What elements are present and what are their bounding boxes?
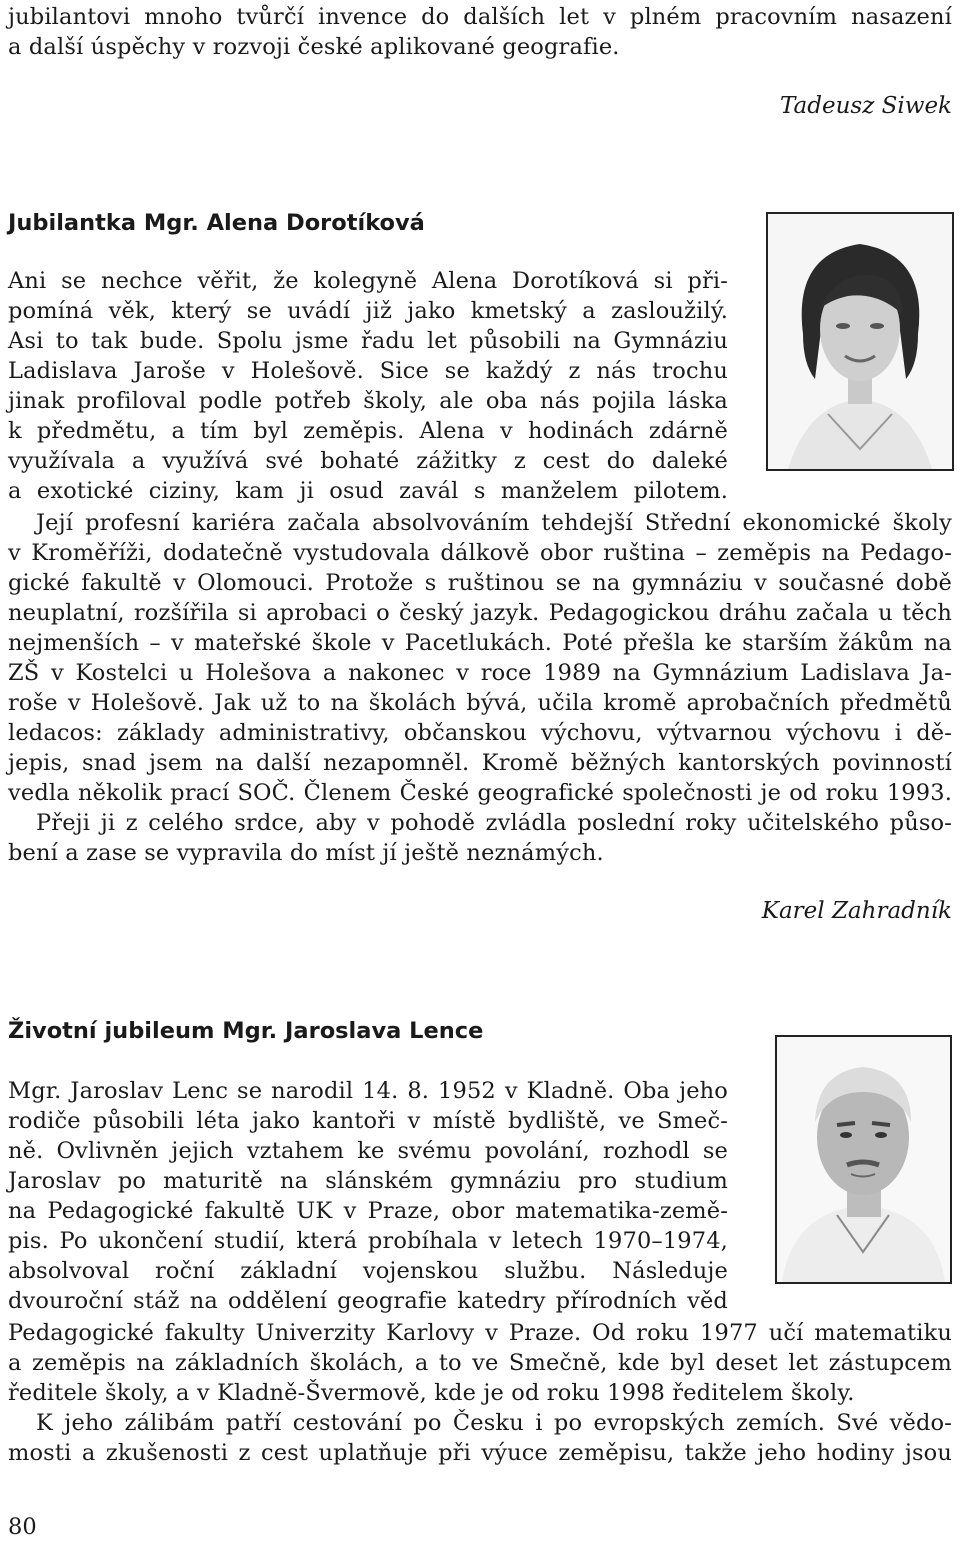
text-line: Její profesní kariéra začala absolvováním tehdejší Střední ekonomické školy [36,510,952,536]
text-line: Mgr. Jaroslav Lenc se narodil 14. 8. 1952 v Kladně. Oba jeho [8,1078,728,1104]
text-line: K jeho zálibám patří cestování po Česku i po evropských zemích. Své vědo- [36,1410,952,1436]
page-number: 80 [8,1514,37,1540]
text-line: ně. Ovlivněn jejich vztahem ke svému povolání, rozhodl se [8,1138,728,1164]
text-line: neuplatní, rozšířila si aprobaci o český jazyk. Pedagogickou dráhu začala u těch [8,600,952,626]
text-line: Přeji ji z celého srdce, aby v pohodě zvládla poslední roky učitelského půso- [36,810,952,836]
text-line: na Pedagogické fakultě UK v Praze, obor matematika-země- [8,1198,728,1224]
portrait-woman [766,212,954,471]
text-line: dvouroční stáž na oddělení geografie katedry přírodních věd [8,1288,728,1314]
text-line: pis. Po ukončení studií, která probíhala v letech 1970–1974, [8,1228,728,1254]
text-line: k předmětu, a tím byl zeměpis. Alena v hodinách zdárně [8,418,728,444]
text-line: pomíná věk, který se uvádí již jako kmetský a zasloužilý. [8,298,728,324]
text-line: jubilantovi mnoho tvůrčí invence do dalších let v plném pracovním nasazení [8,4,952,30]
text-line: ledacos: základy administrativy, občanskou výchovu, výtvarnou výchovu i dě- [8,720,952,746]
article-heading: Jubilantka Mgr. Alena Dorotíková [8,210,425,236]
text-line: mosti a zkušenosti z cest uplatňuje při výuce zeměpisu, takže jeho hodiny jsou [8,1440,952,1466]
text-line: roše v Holešově. Jak už to na školách bývá, učila kromě aprobačních předmětů [8,690,952,716]
text-line: gické fakultě v Olomouci. Protože s ruštinou se na gymnáziu v současné době [8,570,952,596]
text-line: a zeměpis na základních školách, a to ve Smečně, kde byl deset let zástupcem [8,1350,952,1376]
portrait-man [775,1035,952,1284]
text-line: a exotické ciziny, kam ji osud zavál s manželem pilotem. [8,478,728,504]
text-line: ředitele školy, a v Kladně-Švermově, kde je od roku 1998 ředitelem školy. [8,1380,855,1406]
text-line: Ladislava Jaroše v Holešově. Sice se každý z nás trochu [8,358,728,384]
text-line: a další úspěchy v rozvoji české aplikované geografie. [8,34,620,60]
text-line: Pedagogické fakulty Univerzity Karlovy v Praze. Od roku 1977 učí matematiku [8,1320,952,1346]
signature: Karel Zahradník [761,898,952,924]
text-line: Jaroslav po maturitě na slánském gymnáziu pro studium [8,1168,728,1194]
text-line: absolvoval roční základní vojenskou službu. Následuje [8,1258,728,1284]
text-line: Ani se nechce věřit, že kolegyně Alena Dorotíková si při- [8,268,728,294]
text-line: vedla několik prací SOČ. Členem České geografické společnosti je od roku 1993. [8,780,952,806]
text-line: jinak profiloval podle potřeb školy, ale oba nás pojila láska [8,388,728,414]
text-line: nejmenších – v mateřské škole v Pacetlukách. Poté přešla ke starším žákům na [8,630,952,656]
text-line: bení a zase se vypravila do míst jí ještě neznámých. [8,840,604,866]
article-heading: Životní jubileum Mgr. Jaroslava Lence [8,1018,484,1044]
text-line: rodiče působili léta jako kantoři v místě bydliště, ve Smeč- [8,1108,728,1134]
text-line: Asi to tak bude. Spolu jsme řadu let působili na Gymnáziu [8,328,728,354]
text-line: jepis, snad jsem na další nezapomněl. Kromě běžných kantorských povinností [8,750,952,776]
text-line: ZŠ v Kostelci u Holešova a nakonec v roce 1989 na Gymnázium Ladislava Ja- [8,660,952,686]
text-line: využívala a využívá své bohaté zážitky z cest do daleké [8,448,728,474]
signature: Tadeusz Siwek [780,93,952,119]
text-line: v Kroměříži, dodatečně vystudovala dálkově obor ruština – zeměpis na Pedago- [8,540,952,566]
